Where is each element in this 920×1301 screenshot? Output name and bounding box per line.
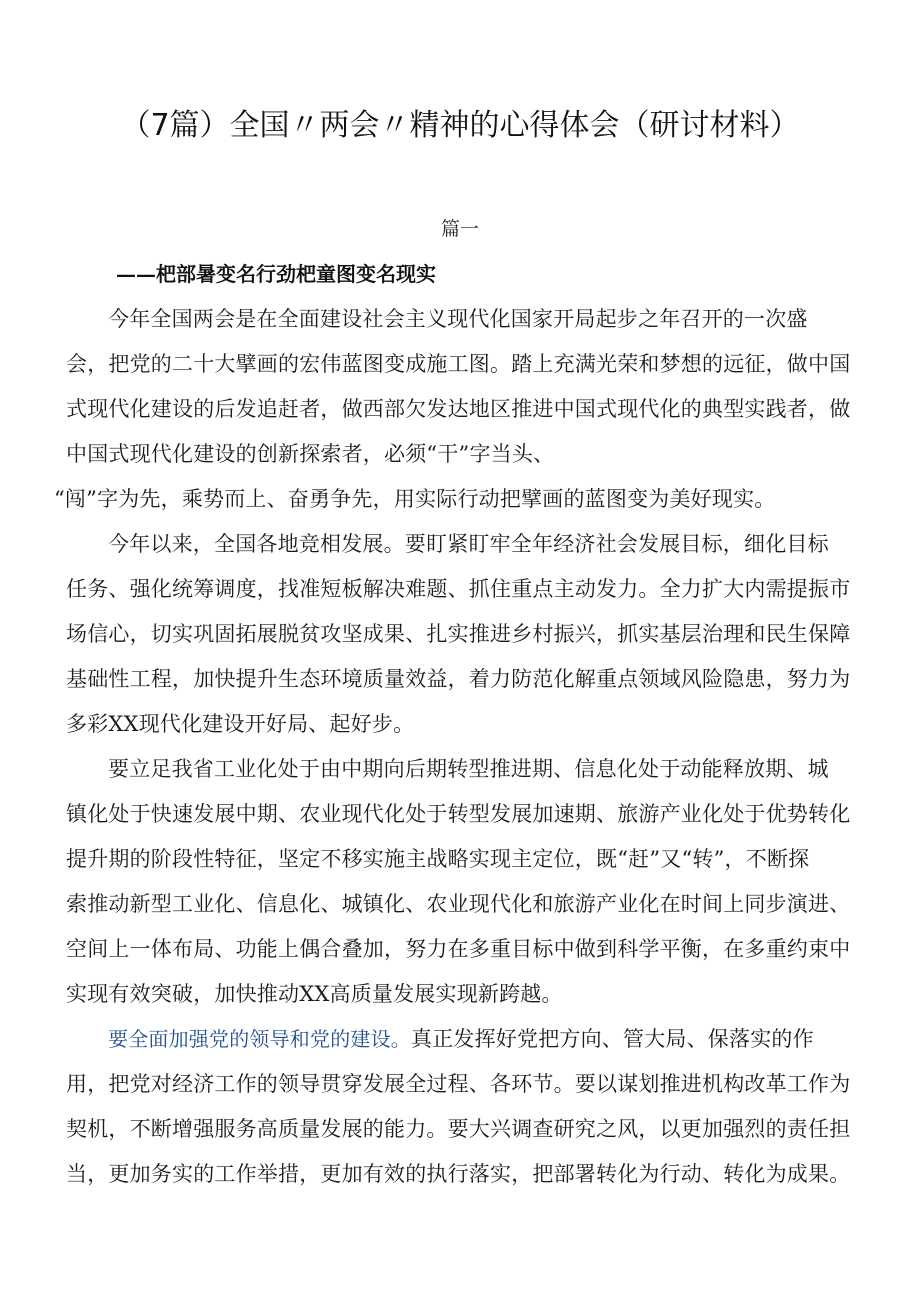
paragraph-1 — [54, 297, 862, 522]
paragraph-4 — [66, 1017, 862, 1197]
document-title: （7篇）全国〃两会〃精神的心得体会（研讨材料） — [120, 108, 800, 143]
paragraph-line: 索推动新型工业化、信息化、城镇化、农业现代化和旅游产业化在时间上同步演进、 — [66, 892, 851, 916]
paragraph-line: 契机，不断增强服务高质量发展的能力。要大兴调查研究之风，以更加强烈的责任担 — [66, 1117, 851, 1141]
paragraph-line: 实现有效突破，加快推动XX高质量发展实现新跨越。 — [66, 982, 563, 1006]
paragraph-line: 提升期的阶段性特征，坚定不移实施主战略实现主定位，既“赶”又“转”，不断探 — [66, 847, 810, 871]
paragraph-line: 任务、强化统筹调度，找准短板解决难题、抓住重点主动发力。全力扩大内需提振市 — [66, 577, 851, 601]
section-heading: 篇一 — [440, 218, 479, 240]
paragraph-line: 式现代化建设的后发追赶者，做西部欠发达地区推进中国式现代化的典型实践者，做 — [66, 397, 851, 421]
paragraph-line: 今年以来，全国各地竞相发展。要盯紧盯牢全年经济社会发展目标，细化目标 — [108, 532, 829, 556]
document-subtitle: ——杷部暑变名行劲杷童图变名现实 — [116, 262, 436, 286]
paragraph-line: 镇化处于快速发展中期、农业现代化处于转型发展加速期、旅游产业化处于优势转化 — [66, 802, 851, 826]
paragraph-line-rest: 真正发挥好党把方向、管大局、保落实的作 — [411, 1027, 814, 1051]
paragraph-line: 空间上一体布局、功能上偶合叠加，努力在多重目标中做到科学平衡，在多重约束中 — [66, 937, 851, 961]
paragraph-line — [66, 1017, 862, 1062]
paragraph-line: 中国式现代化建设的创新探索者，必须“干”字当头、 — [66, 442, 555, 466]
paragraph-line: 用，把党对经济工作的领导贯穿发展全过程、各环节。要以谋划推进机构改革工作为 — [66, 1072, 851, 1096]
paragraph-line: 场信心，切实巩固拓展脱贫攻坚成果、扎实推进乡村振兴，抓实基层治理和民生保障 — [66, 622, 851, 646]
paragraph-line: 多彩XX现代化建设开好局、起好步。 — [66, 712, 415, 736]
paragraph-line: 基础性工程，加快提升生态环境质量效益，着力防范化解重点领域风险隐患，努力为 — [66, 667, 851, 691]
paragraph-line: 当，更加务实的工作举措，更加有效的执行落实，把部署转化为行动、转化为成果。 — [66, 1162, 851, 1186]
paragraph-line: 会，把党的二十大擘画的宏伟蓝图变成施工图。踏上充满光荣和梦想的远征，做中国 — [66, 352, 851, 376]
document-body — [54, 297, 862, 1197]
paragraph-2 — [66, 522, 862, 747]
paragraph-3 — [66, 747, 862, 1017]
paragraph-line: 今年全国两会是在全面建设社会主义现代化国家开局起步之年召开的一次盛 — [108, 307, 808, 331]
emphasis-phrase: 要全面加强党的领导和党的建设。 — [108, 1027, 411, 1051]
paragraph-line: 要立足我省工业化处于由中期向后期转型推进期、信息化处于动能释放期、城 — [108, 757, 829, 781]
paragraph-line: “闯”字为先，乘势而上、奋勇争先，用实际行动把擘画的蓝图变为美好现实。 — [54, 487, 776, 511]
